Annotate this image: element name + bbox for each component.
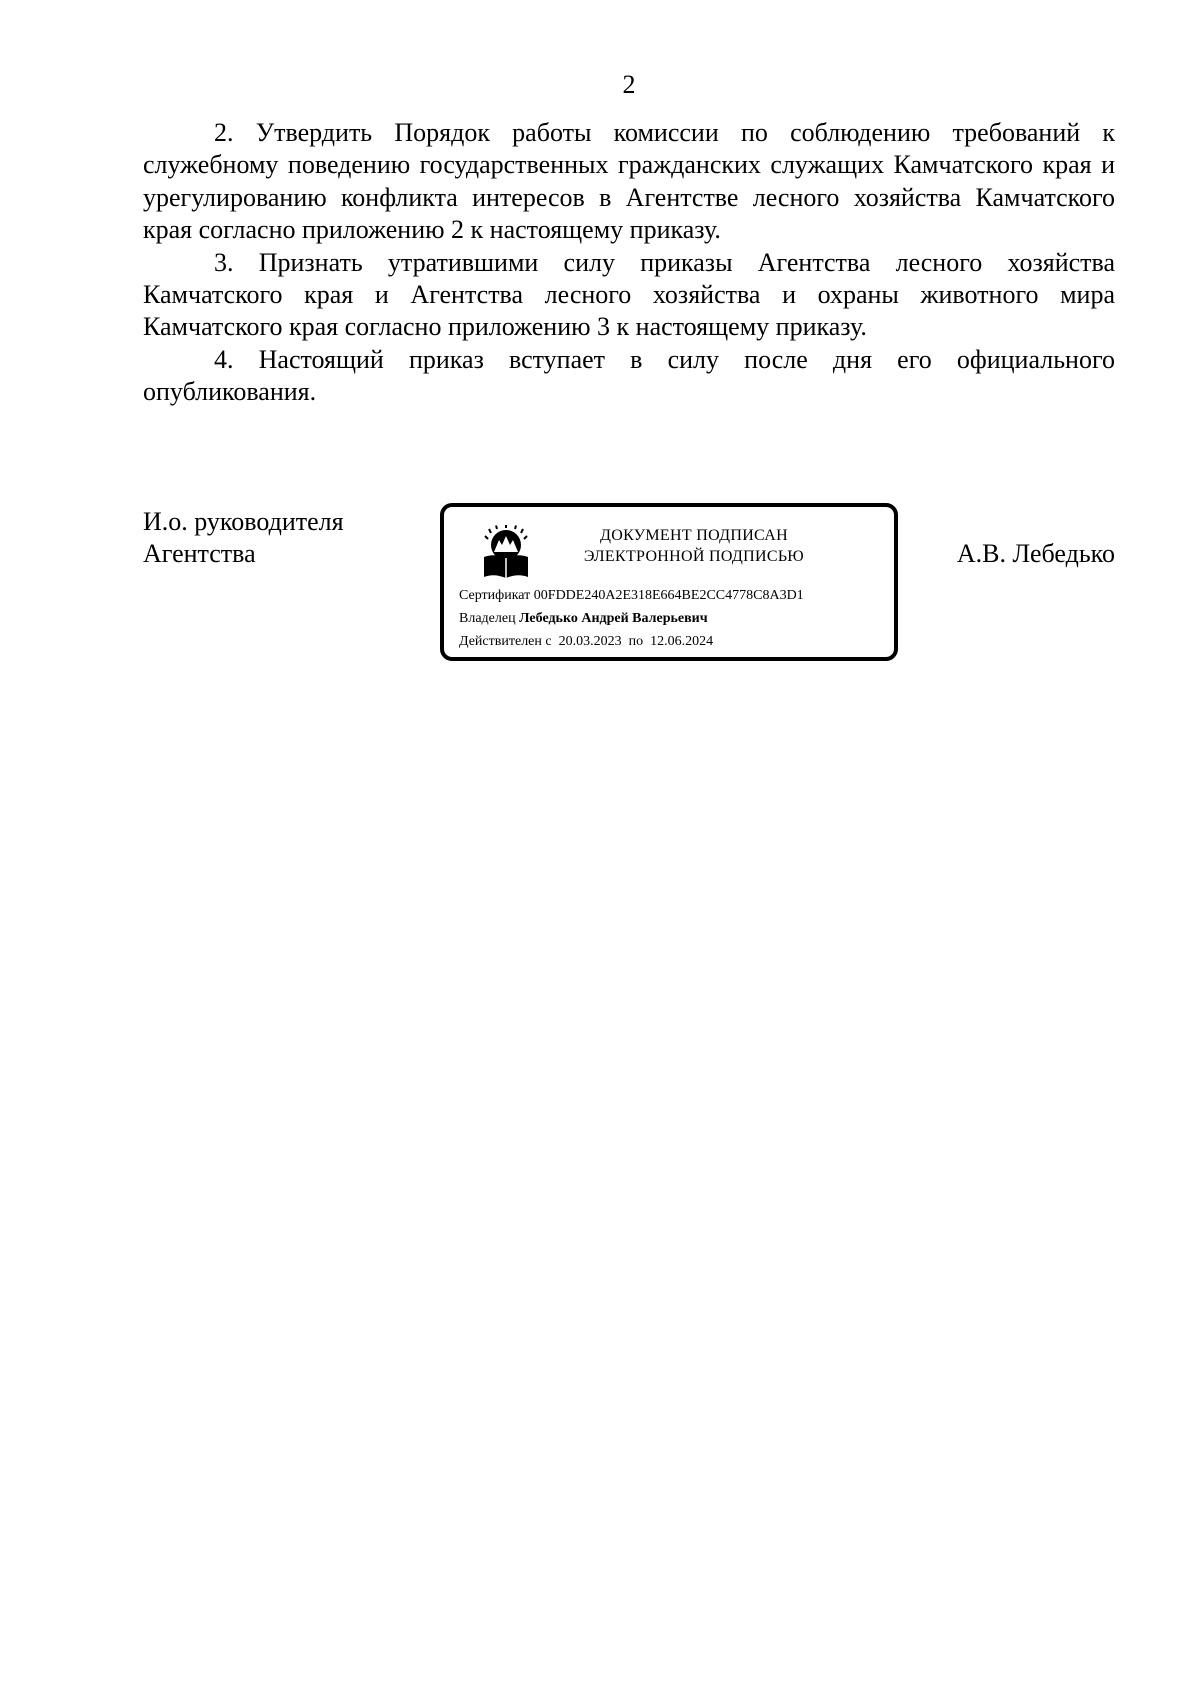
stamp-header-line1: ДОКУМЕНТ ПОДПИСАН xyxy=(600,527,788,544)
stamp-validity xyxy=(459,633,713,651)
page-number: 2 xyxy=(622,70,636,99)
valid-to-label: по xyxy=(628,634,644,649)
electronic-signature-stamp xyxy=(440,503,898,661)
signatory-position xyxy=(143,506,344,570)
paragraph-2: 2. Утвердить Порядок работы комиссии по соблюдению требований к служебному поведению государственных гражданских служащих Камчатского края и урегулированию конфликта интересов в Агентстве лесного хозяйства Камчатского края согласно приложению 2 к настоящему приказу. xyxy=(143,118,1115,245)
stamp-header xyxy=(544,525,844,567)
document-body xyxy=(143,117,1115,409)
valid-from-date: 20.03.2023 xyxy=(558,634,622,649)
stamp-header-line2: ЭЛЕКТРОННОЙ ПОДПИСЬЮ xyxy=(583,548,805,565)
owner-label: Владелец xyxy=(459,611,516,626)
stamp-certificate xyxy=(459,587,804,605)
valid-to-date: 12.06.2024 xyxy=(650,634,714,649)
owner-value: Лебедько Андрей Валерьевич xyxy=(519,611,708,626)
stamp-owner xyxy=(459,610,708,628)
paragraph-3: 3. Признать утратившими силу приказы Агентства лесного хозяйства Камчатского края и Агентства лесного хозяйства и охраны животного мира Камчатского края согласно приложению 3 к настоящему приказу. xyxy=(143,247,1115,342)
kamchatka-emblem-icon xyxy=(482,525,530,581)
valid-from-label: Действителен с xyxy=(459,634,552,649)
certificate-label: Сертификат xyxy=(459,588,531,603)
signatory-position-line2: Агентства xyxy=(143,539,256,568)
paragraph-4: 4. Настоящий приказ вступает в силу после дня его официального опубликования. xyxy=(143,344,1115,407)
signatory-position-line1: И.о. руководителя xyxy=(143,507,344,536)
signatory-name: А.В. Лебедько xyxy=(956,539,1115,568)
certificate-value: 00FDDE240A2E318E664BE2CC4778C8A3D1 xyxy=(533,588,804,603)
